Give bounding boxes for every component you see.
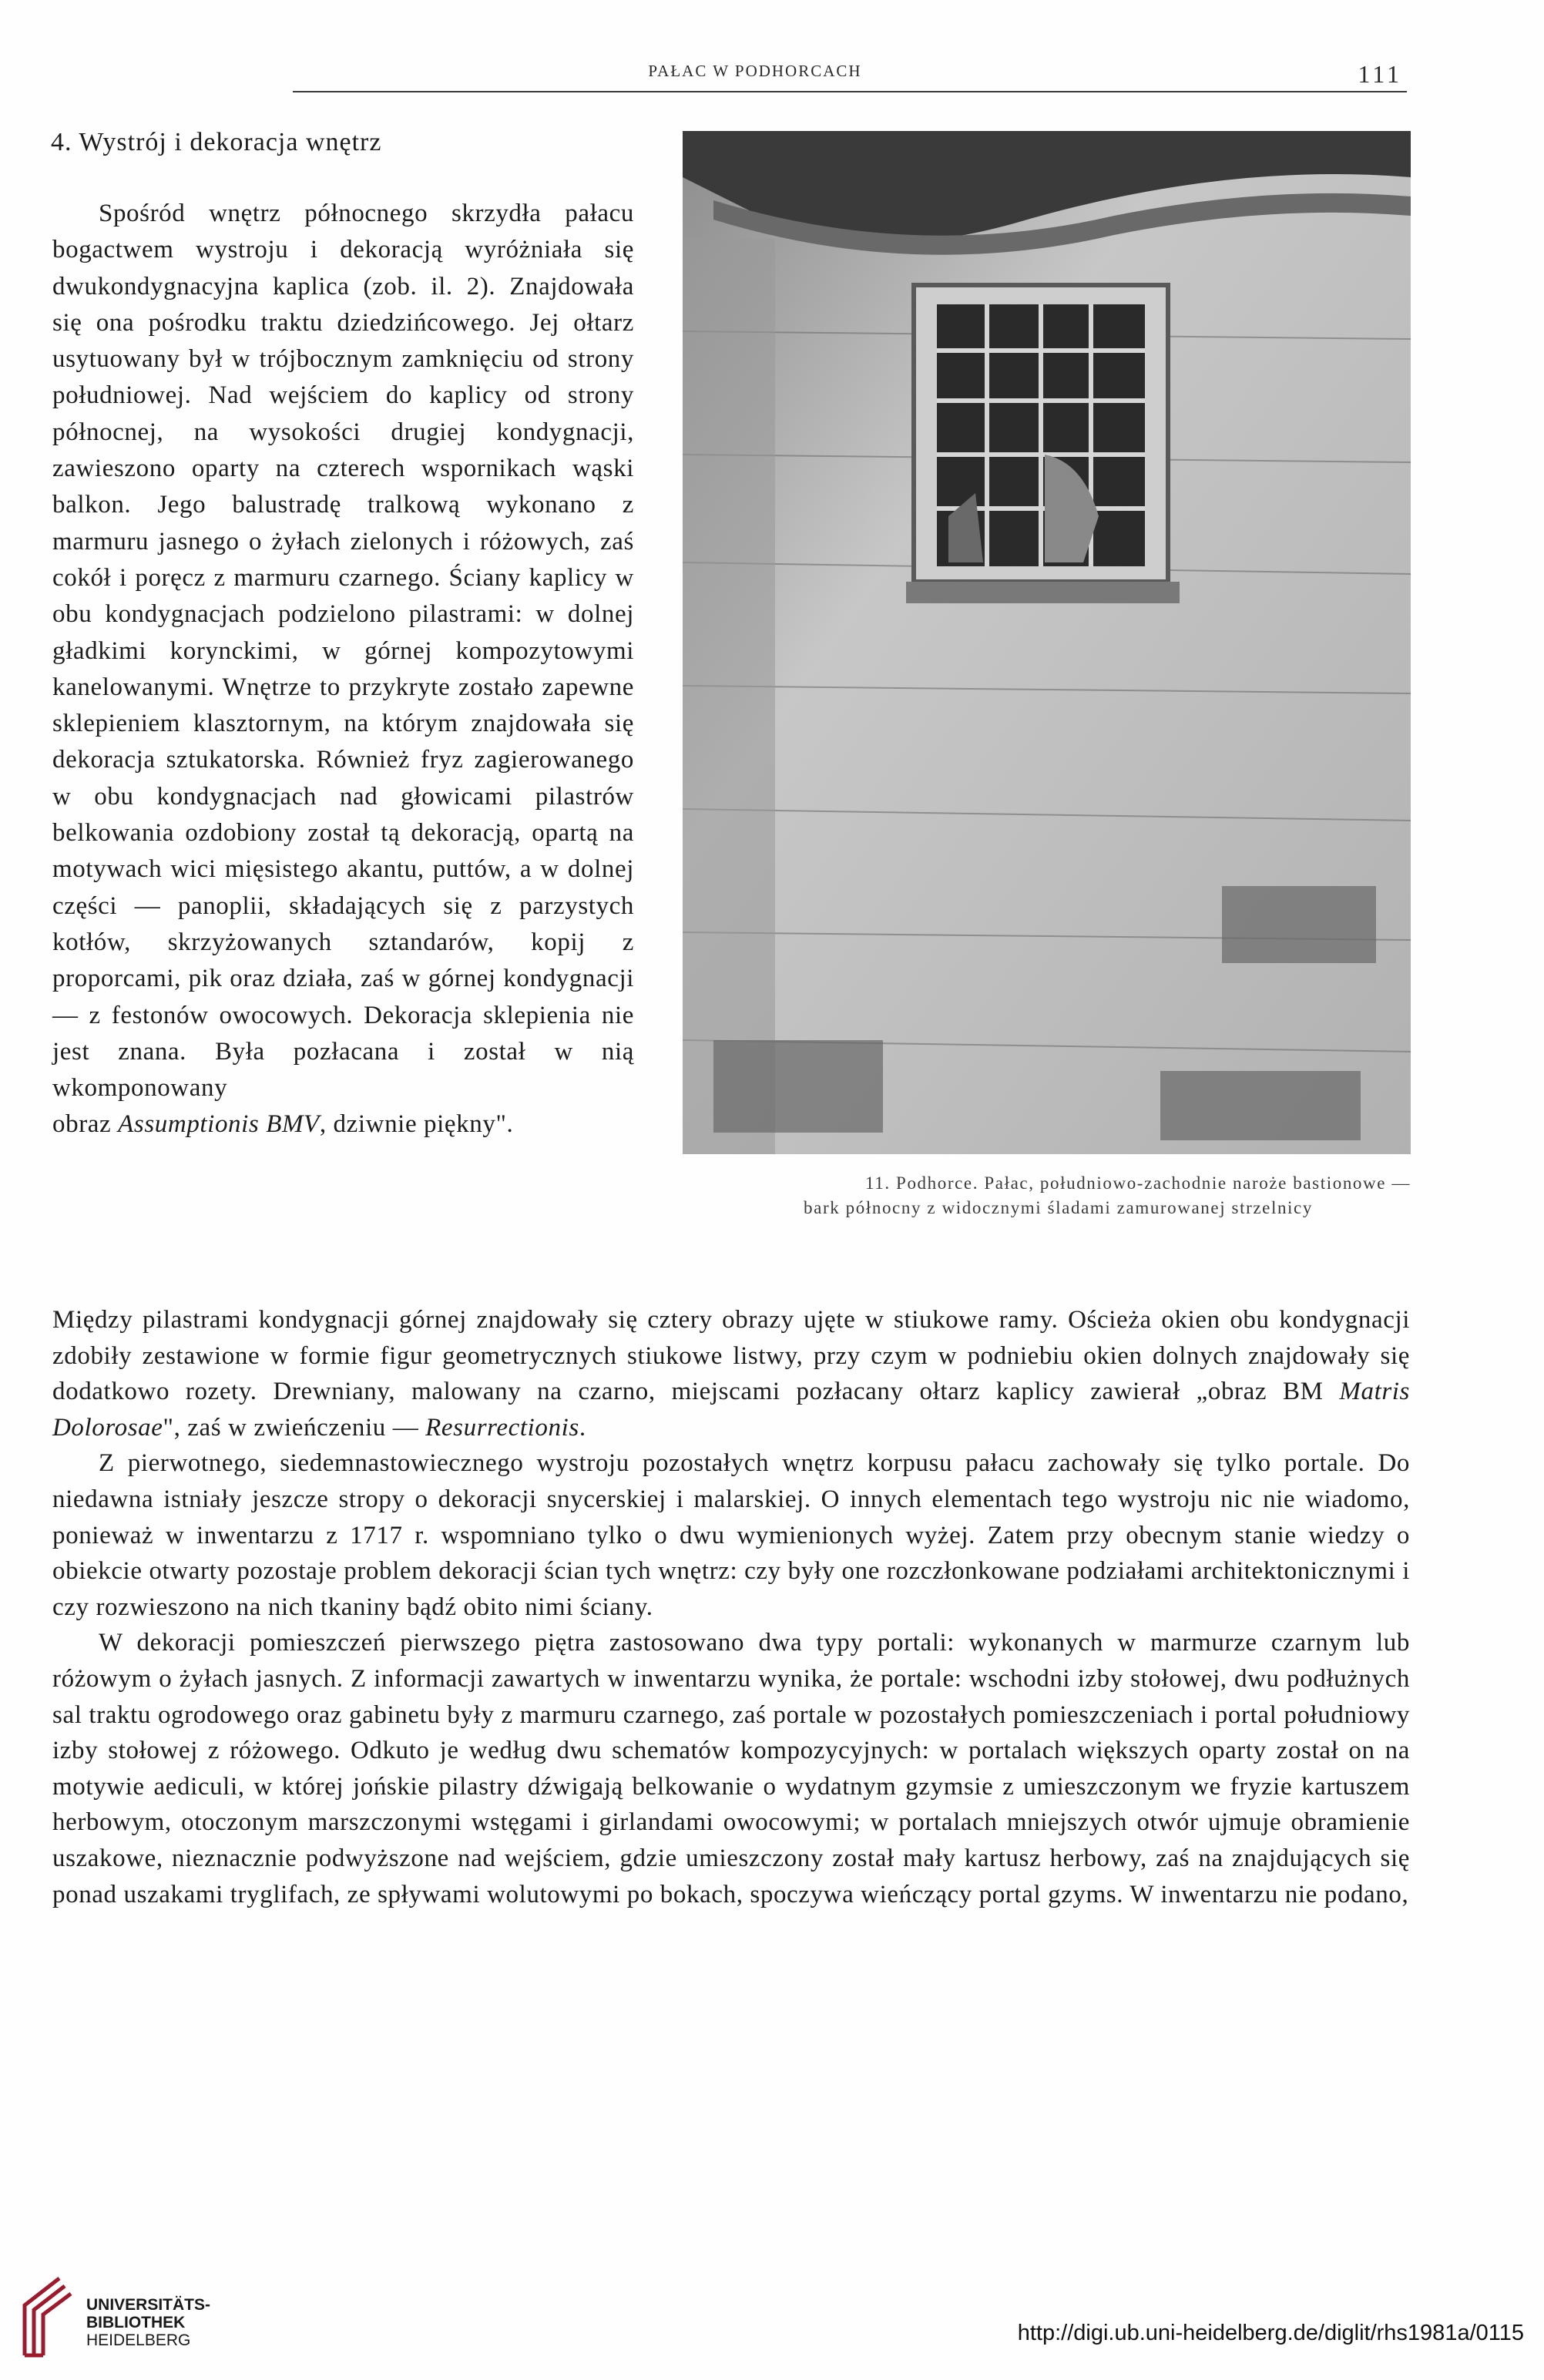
body-paragraph-3: W dekoracji pomieszczeń pierwszego piętra zastosowano dwa typy portali: wykonanych w marmurze czarnym lub różowym o żyłach jasnych. Z informacji zawartych w inwentarzu wynika, że portale: wschodni izby stołowej, dwu podłużnych sal traktu ogrodowego oraz gabinetu były z marmuru czarnego, zaś portale w pozostałych pomieszczeniach i portal południowy izby stołowej z różowego. Odkuto je według dwu schematów kompozycyjnych: w portalach większych oparty został on na motywie aediculi, w której jońskie pilastry dźwigają belkowanie o wydatnym gzymsie z umieszczonym we fryzie kartuszem herbowym, otoczonym marszczonymi wstęgami i girlandami owocowymi; w portalach mniejszych otwór ujmuje obramienie uszakowe, nieznacznie podwyższone nad wejściem, gdzie umieszczony został mały kartusz herbowy, zaś na znajdujących się ponad uszakami tryglifach, ze spływami wolutowymi po bokach, spoczywa wieńczący portal gzyms. W inwentarzu nie podano,: [52, 1629, 1410, 1908]
figure-photograph: [683, 131, 1411, 1154]
assumptionis-title: Assumptionis BMV: [118, 1110, 320, 1139]
matris-dolorosae-title: Matris Dolorosae: [52, 1378, 1410, 1442]
page-number: 111: [1358, 60, 1402, 88]
main-body-text: [52, 1302, 1410, 1912]
left-paragraph-tail: obraz Assumptionis BMV, dziwnie piękny".: [52, 1110, 514, 1139]
heidelberg-logo-icon: [17, 2274, 86, 2359]
resurrectionis-title: Resurrectionis: [425, 1413, 579, 1442]
left-column-text: [52, 196, 634, 1143]
source-url-link[interactable]: http://digi.ub.uni-heidelberg.de/diglit/rhs1981a/0115: [1017, 2321, 1524, 2345]
running-header-title: PAŁAC W PODHORCACH: [648, 62, 862, 80]
header-rule: [293, 91, 1407, 92]
body-paragraph-1: Między pilastrami kondygnacji górnej znajdowały się cztery obrazy ujęte w stiukowe ramy. Ościeża okien obu kondygnacji zdobiły zestawione w formie figur geometrycznych stiukowe listwy, przy czym w podniebiu okien dolnych znajdowały się dodatkowo rozety. Drewniany, malowany na czarno, miejscami pozłacany ołtarz kaplicy zawierał „obraz BM Matris Dolorosae", zaś w zwieńczeniu — Resurrectionis.: [52, 1306, 1410, 1442]
caption-line-1: 11. Podhorce. Pałac, południowo-zachodnie naroże bastionowe —: [865, 1173, 1411, 1193]
body-paragraph-2: Z pierwotnego, siedemnastowiecznego wystroju pozostałych wnętrz korpusu pałacu zachowały się tylko portale. Do niedawna istniały jeszcze stropy o dekoracji snycerskiej i malarskiej. O innych elementach tego wystroju nic nie wiadomo, ponieważ w inwentarzu z 1717 r. wspomniano tylko o dwu wymienionych wyżej. Zatem przy obecnym stanie wiedzy o obiekcie otwarty pozostaje problem dekoracji ścian tych wnętrz: czy były one rozczłonkowane podziałami architektonicznymi i czy rozwieszono na nich tkaniny bądź obito nimi ściany.: [52, 1449, 1410, 1621]
caption-line-2: bark północny z widocznymi śladami zamurowanej strzelnicy: [804, 1198, 1313, 1217]
library-name: UNIVERSITÄTS- BIBLIOTHEK HEIDELBERG: [86, 2296, 211, 2349]
left-paragraph: Spośród wnętrz północnego skrzydła pałacu bogactwem wystroju i dekoracją wyróżniała się dwukondygnacyjna kaplica (zob. il. 2). Znajdowała się ona pośrodku traktu dziedzińcowego. Jej ołtarz usytuowany był w trójbocznym zamknięciu od strony południowej. Nad wejściem do kaplicy od strony północnej, na wysokości drugiej kondygnacji, zawieszono oparty na czterech wspornikach wąski balkon. Jego balustradę tralkową wykonano z marmuru jasnego o żyłach zielonych i różowych, zaś cokół i poręcz z marmuru czarnego. Ściany kaplicy w obu kondygnacjach podzielono pilastrami: w dolnej gładkimi korynckimi, w górnej kompozytowymi kanelowanymi. Wnętrze to przykryte zostało zapewne sklepieniem klasztornym, na którym znajdowała się dekoracja sztukatorska. Również fryz zagierowanego w obu kondygnacjach nad głowicami pilastrów belkowania ozdobiony został tą dekoracją, opartą na motywach wici mięsistego akantu, puttów, a w dolnej części — panoplii, składających się z parzystych kotłów, skrzyżowanych sztandarów, kopij z proporcami, pik oraz działa, zaś w górnej kondygnacji — z festonów owocowych. Dekoracja sklepienia nie jest znana. Była pozłacana i został w nią wkomponowany: [52, 200, 634, 1103]
section-heading: 4. Wystrój i dekoracja wnętrz: [51, 128, 382, 156]
figure-caption: [683, 1171, 1411, 1220]
